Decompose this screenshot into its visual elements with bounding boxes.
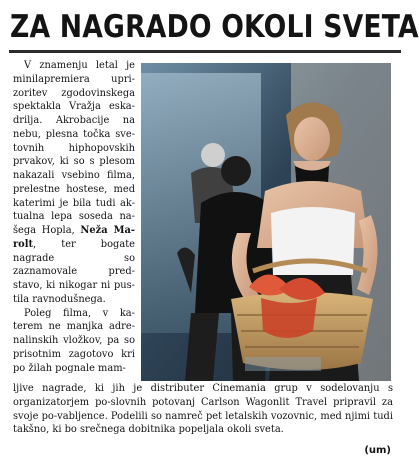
- paragraph-1-text-b: , ter bogate nagrade so zaznamovale pred-stavo, ki nikogar ni pus-tila ravnodušnega.: [13, 238, 135, 305]
- author-signature: (um): [364, 445, 391, 456]
- paragraph-1-bold-name: Neža Ma-rolt: [13, 225, 135, 250]
- paragraph-1: [13, 59, 135, 307]
- headline-rule: [9, 50, 401, 53]
- paragraph-2: [13, 307, 135, 376]
- article-headline: ZA NAGRADO OKOLI SVETA: [10, 9, 419, 45]
- article-column: [13, 59, 135, 375]
- paragraph-1-text-a: V znamenju letal je minilapremiera upri-zoritev zgodovinskega spektakla Vražja eska-drilja. Akrobacije na nebu, plesna točka sve-tovnih hiphopovskih prvakov, ki so s plesom nakazali vsebino filma, prelestne hostese, med katerimi je bila tudi ak-tualna lepa soseda na-šega Hopla,: [13, 60, 135, 236]
- article-continuation: [13, 382, 393, 437]
- photo-illustration: [141, 63, 391, 381]
- paragraph-2-text-a: Poleg filma, v ka-terem ne manjka adre-nalinskih vložkov, pa so prisotnim zagotovo kri po žilah pognale mam-: [13, 307, 135, 374]
- article-photo: [141, 63, 391, 381]
- paragraph-2-text-b: ljive nagrade, ki jih je distributer Cinemania grup v sodelovanju s organizatorjem po-slovnih potovanj Carlson Wagonlit Travel pripravil za svoje po-vabljence. Podelili so namreč pet letalskih vozovnic, med njimi tudi takšno, ki bo srečnega dobitnika popeljala okoli sveta.: [13, 383, 393, 436]
